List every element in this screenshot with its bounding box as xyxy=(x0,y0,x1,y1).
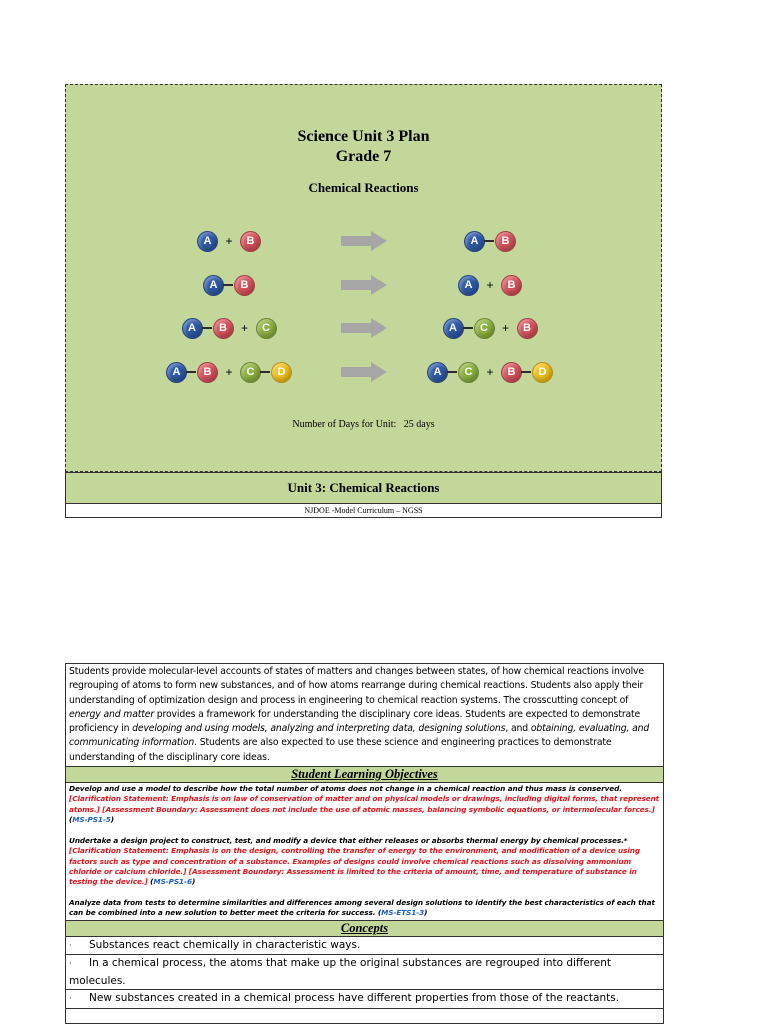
reaction-arrow-icon xyxy=(341,362,387,382)
bullet-icon: · xyxy=(69,959,72,969)
days-for-unit xyxy=(66,419,661,430)
slo-header: Student Learning Objectives xyxy=(66,767,663,783)
intro-part: . Students are also expected to use these science and engineering practices to demonstrate understanding of the disciplinary core ideas. xyxy=(69,737,612,763)
atom-a: A xyxy=(464,231,485,252)
objective-statement: Develop and use a model to describe how the total number of atoms does not change in a chemical reaction and thus mass is conserved. xyxy=(69,784,622,794)
concept-item xyxy=(66,990,663,1009)
cover-subtitle: Chemical Reactions xyxy=(308,180,419,195)
plus-sign: + xyxy=(501,321,509,335)
objective-statement: Analyze data from tests to determine similarities and differences among several design solutions to identify the best characteristics of each that can be combined into a new solution to better meet the criteria for success. xyxy=(69,897,655,918)
concept-text: New substances created in a chemical process have different properties from those of the reactants. xyxy=(89,992,620,1005)
reaction-arrow-icon xyxy=(341,318,387,338)
bond-line xyxy=(223,284,233,286)
atom-b: B xyxy=(495,231,516,252)
atom-c: C xyxy=(240,362,261,383)
atom-d: D xyxy=(532,362,553,383)
objective-clarification: [Clarification Statement: Emphasis is on the design, controlling the transfer of energy to the environment, and modification of a device using factors such as type and concentration of a substance. Examples of designs could involve chemical reactions such as dissolving ammonium chloride or calcium chloride.] [Assessment Boundary: Assessment is limited to the criteria of amount, time, and temperature of substance in testing the device.] xyxy=(69,846,640,887)
standard-code: MS-PS1-6 xyxy=(153,877,192,887)
bullet-icon: · xyxy=(69,994,72,1004)
plus-sign: + xyxy=(225,365,233,379)
concept-item xyxy=(66,955,663,990)
standard-code: MS-PS1-5 xyxy=(72,815,111,825)
concepts-header: Concepts xyxy=(66,921,663,937)
atom-c: C xyxy=(256,318,277,339)
atom-b: B xyxy=(517,318,538,339)
atom-a: A xyxy=(458,275,479,296)
bond-line xyxy=(463,327,473,329)
curriculum-source: NJDOE -Model Curriculum – NGSS xyxy=(65,504,662,518)
concept-text: Substances react chemically in characteristic ways. xyxy=(89,938,361,951)
atom-a: A xyxy=(427,362,448,383)
bond-line xyxy=(186,371,196,373)
bond-line xyxy=(447,371,457,373)
days-label: Number of Days for Unit: xyxy=(292,419,397,430)
atom-a: A xyxy=(166,362,187,383)
atom-a: A xyxy=(203,275,224,296)
unit-intro-text xyxy=(66,664,663,767)
cover-title-line2: Grade 7 xyxy=(335,148,392,165)
concept-text: In a chemical process, the atoms that make up the original substances are regrouped into different molecules. xyxy=(69,957,611,987)
atom-a: A xyxy=(182,318,203,339)
plus-sign: + xyxy=(240,321,248,335)
objective-statement: Undertake a design project to construct, test, and modify a device that either releases or absorbs thermal energy by chemical processes.* xyxy=(69,835,628,845)
objective-clarification: [Clarification Statement: Emphasis is on law of conservation of matter and on physical models or drawings, including digital forms, that represent atoms.] [Assessment Boundary: Assessment does not include the use of atomic masses, balancing symbolic equations, or intermolecular forces.] xyxy=(69,794,660,814)
atom-a: A xyxy=(443,318,464,339)
atom-b: B xyxy=(197,362,218,383)
objective-item: Develop and use a model to describe how the total number of atoms does not change in a chemical reaction and thus mass is conserved. [Clarification Statement: Emphasis is on law of conservation of matter and on physical models or drawings, including digital forms, that represent atoms.] [Assessment Boundary: Assessment does not include the use of atomic masses, balancing symbolic equations, or intermolecular forces.] (MS-PS1-5) xyxy=(69,784,660,825)
plus-sign: + xyxy=(225,234,233,248)
cover-title-line1: Science Unit 3 Plan xyxy=(297,128,430,145)
atom-d: D xyxy=(271,362,292,383)
objective-item: Undertake a design project to construct, test, and modify a device that either releases or absorbs thermal energy by chemical processes.* [Clarification Statement: Emphasis is on the design, controlling the transfer of energy to the environment, and modification of a device using factors such as type and concentration of a substance. Examples of designs could involve chemical reactions such as dissolving ammonium chloride or calcium chloride.] [Assessment Boundary: Assessment is limited to the criteria of amount, time, and temperature of substance in testing the device.] (MS-PS1-6) xyxy=(69,835,640,887)
bullet-icon: · xyxy=(69,940,72,950)
atom-b: B xyxy=(240,231,261,252)
unit-cover-panel xyxy=(65,84,662,472)
unit-overview-table xyxy=(65,663,664,1024)
slo-list xyxy=(66,783,663,920)
unit-title-bar: Unit 3: Chemical Reactions xyxy=(65,472,662,504)
atom-b: B xyxy=(501,362,522,383)
atom-c: C xyxy=(458,362,479,383)
atom-a: A xyxy=(197,231,218,252)
bond-line xyxy=(202,327,212,329)
reaction-arrow-icon xyxy=(341,275,387,295)
atom-b: B xyxy=(234,275,255,296)
plus-sign: + xyxy=(486,278,494,292)
intro-emphasis: energy and matter xyxy=(69,708,154,720)
atom-c: C xyxy=(474,318,495,339)
intro-part: provides a framework for understanding the disciplinary core ideas. Students are expected to demonstrate proficiency in xyxy=(69,708,641,735)
intro-emphasis: developing and using models, analyzing and interpreting data, designing solutions xyxy=(132,723,506,735)
concept-item xyxy=(66,937,663,956)
days-value: 25 days xyxy=(403,419,435,430)
intro-part: , and xyxy=(505,723,531,735)
atom-b: B xyxy=(501,275,522,296)
intro-emphasis: obtaining, evaluating, and communicating information xyxy=(69,723,650,749)
bond-line xyxy=(484,240,494,242)
plus-sign: + xyxy=(486,365,494,379)
reaction-arrow-icon xyxy=(341,231,387,251)
bond-line xyxy=(521,371,531,373)
objective-item: Analyze data from tests to determine similarities and differences among several design solutions to identify the best characteristics of each that can be combined into a new solution to better meet the criteria for success. (MS-ETS1-3) xyxy=(69,897,655,918)
bond-line xyxy=(260,371,270,373)
atom-b: B xyxy=(213,318,234,339)
reaction-diagrams xyxy=(66,85,663,473)
intro-part: Students provide molecular-level accounts of states of matters and changes between states, of how chemical reactions involve regrouping of atoms to form new substances, and of how atoms rearrange during chemical reactions. Students also apply their understanding of optimization design and process in engineering to chemical reaction systems. The crosscutting concept of xyxy=(69,666,644,706)
standard-code: MS-ETS1-3 xyxy=(381,908,425,918)
